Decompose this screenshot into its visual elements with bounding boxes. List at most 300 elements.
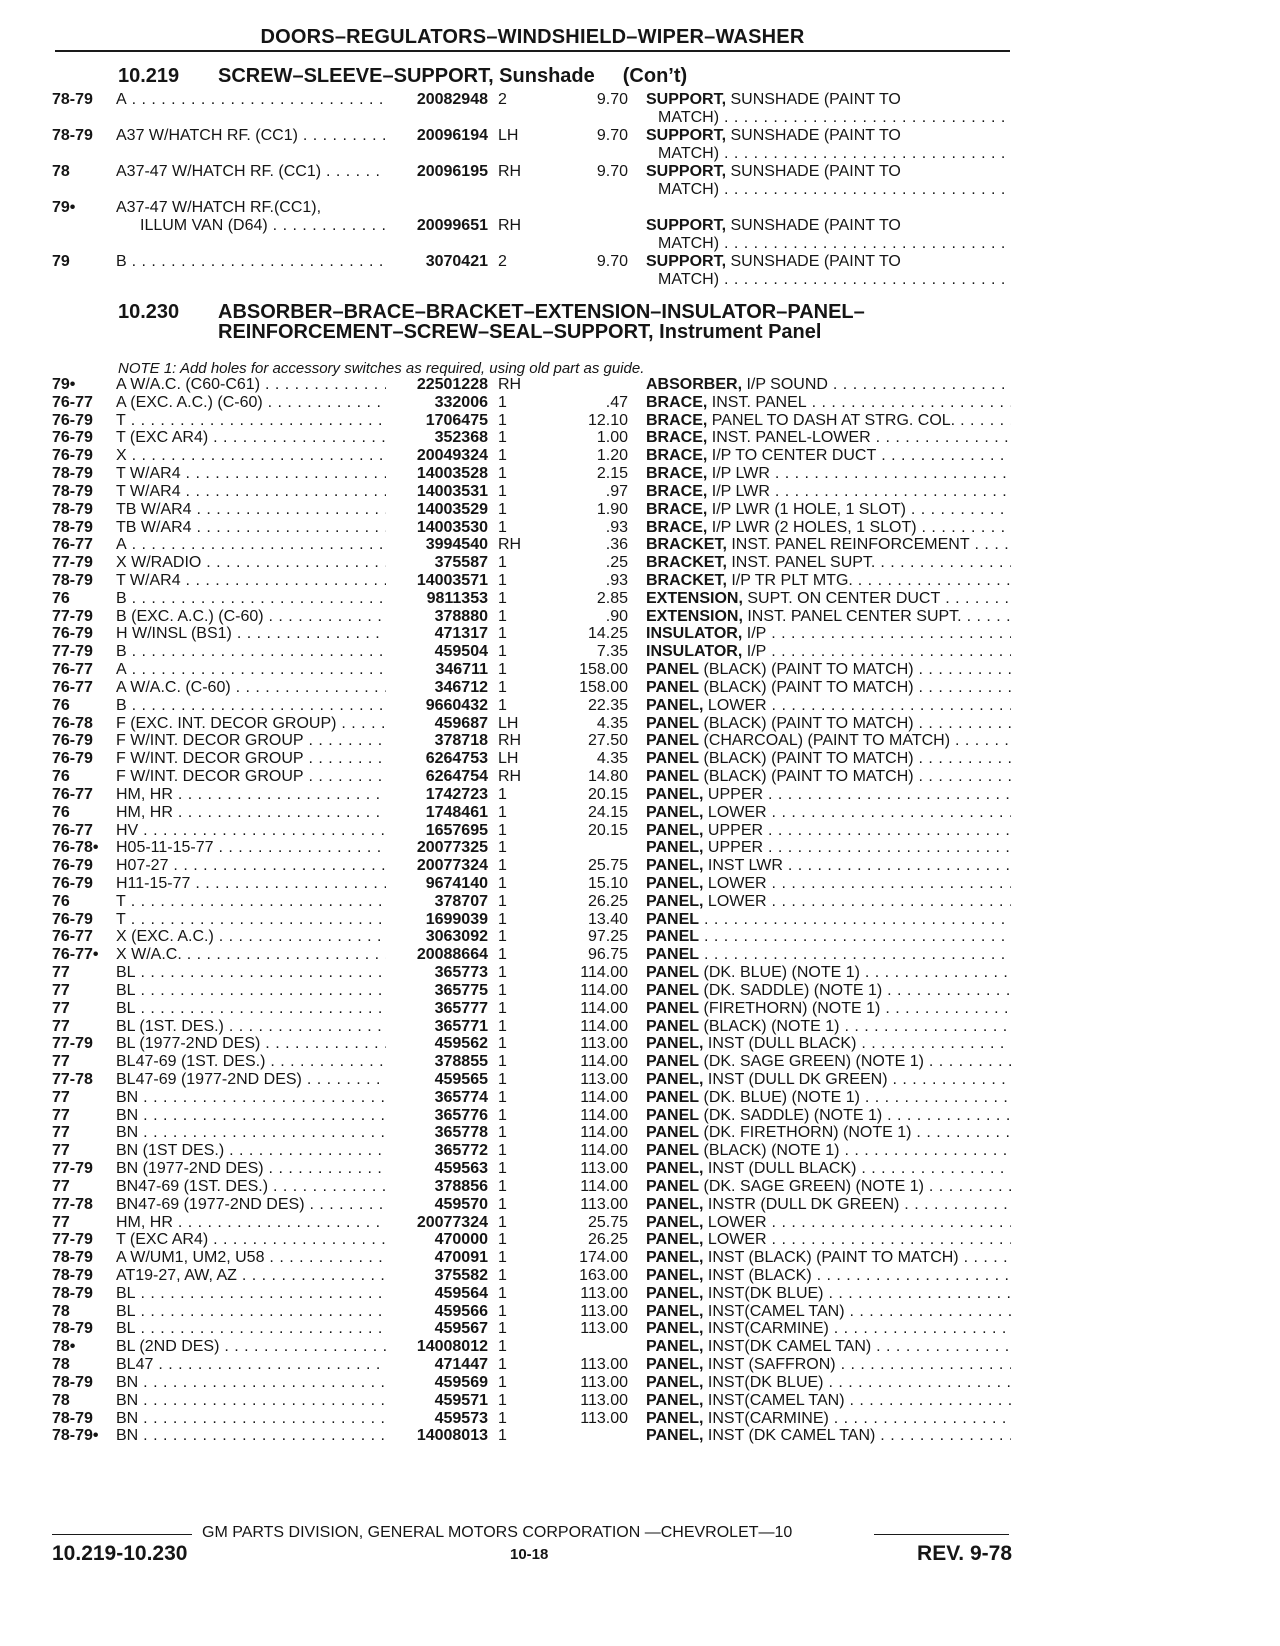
table-row-cont (0, 145, 1280, 163)
quantity: 1 (498, 1410, 507, 1427)
part-number: 20082948 (416, 91, 488, 108)
quantity: 1 (498, 1196, 507, 1213)
price: 114.00 (580, 1053, 628, 1070)
price: 113.00 (580, 1320, 628, 1337)
quantity: 1 (498, 946, 507, 963)
part-number: 14008013 (416, 1427, 488, 1444)
model-description: AT19-27, AW, AZ . . . (116, 1267, 386, 1285)
price: 4.35 (596, 750, 628, 767)
part-number: 378718 (434, 732, 488, 749)
model-year: 78-79 (52, 1285, 93, 1302)
part-description: INSULATOR, I/P . . . (646, 643, 1011, 661)
part-description: BRACE, INST. PANEL . . . (646, 394, 1011, 412)
quantity: RH (498, 163, 522, 180)
part-description: PANEL, UPPER . . . (646, 786, 1011, 804)
part-description: SUPPORT, SUNSHADE (PAINT TO (646, 217, 901, 234)
quantity: 1 (498, 1142, 507, 1159)
price: 26.25 (587, 893, 628, 910)
quantity: 1 (498, 608, 507, 625)
model-year: 77-79 (52, 608, 93, 625)
model-year: 77-78 (52, 1071, 93, 1088)
part-number: 20049324 (416, 447, 488, 464)
part-number: 1748461 (425, 804, 488, 821)
part-number: 9660432 (425, 697, 488, 714)
model-description: BL47-69 (1977-2ND DES) . . . (116, 1071, 386, 1089)
table-row (0, 661, 1280, 679)
part-description: BRACE, PANEL TO DASH AT STRG. COL. . . . (646, 412, 1011, 430)
table-row (0, 1035, 1280, 1053)
model-year: 76-77 (52, 536, 93, 553)
table-row (0, 732, 1280, 750)
model-description: BN47-69 (1ST. DES.) . . . (116, 1178, 386, 1196)
part-number: 459569 (434, 1374, 488, 1391)
part-description: PANEL, LOWER . . . (646, 875, 1011, 893)
quantity: 1 (498, 1356, 507, 1373)
quantity: 1 (498, 661, 507, 678)
part-name: PANEL, (646, 786, 704, 803)
part-description: BRACE, I/P LWR (1 HOLE, 1 SLOT) . . . (646, 501, 1011, 519)
table-row (0, 1231, 1280, 1249)
table-row (0, 1071, 1280, 1089)
price: 114.00 (580, 1018, 628, 1035)
model-description: T W/AR4 . . . (116, 572, 386, 590)
table-row (0, 1178, 1280, 1196)
model-description: HV . . . (116, 822, 386, 840)
model-description: F (EXC. INT. DECOR GROUP) . . . (116, 715, 386, 733)
model-description: A W/A.C. (C-60) . . . (116, 679, 386, 697)
table-row (0, 1410, 1280, 1428)
quantity: RH (498, 732, 522, 749)
quantity: 1 (498, 822, 507, 839)
page-header (55, 26, 1010, 52)
quantity: 1 (498, 839, 507, 856)
model-description: BN . . . (116, 1089, 386, 1107)
price: 113.00 (580, 1410, 628, 1427)
part-number: 365778 (434, 1124, 488, 1141)
part-number: 14003529 (416, 501, 488, 518)
part-name: PANEL, (646, 1160, 704, 1177)
part-number: 332006 (434, 394, 488, 411)
part-description: PANEL (DK. SAGE GREEN) (NOTE 1) . . . (646, 1053, 1011, 1071)
price: 158.00 (579, 661, 628, 678)
model-year: 78-79 (52, 465, 93, 482)
part-number: 1657695 (425, 822, 488, 839)
model-description: BN . . . (116, 1107, 386, 1125)
part-name: PANEL, (646, 875, 704, 892)
section-heading-10-219 (118, 66, 687, 86)
quantity: 1 (498, 1249, 507, 1266)
table-row (0, 750, 1280, 768)
model-year: 76-77 (52, 822, 93, 839)
price: 22.35 (587, 697, 628, 714)
quantity: 1 (498, 697, 507, 714)
model-year: 77 (52, 1178, 70, 1195)
part-number: 346711 (435, 661, 488, 678)
table-row (0, 163, 1280, 181)
table-row (0, 911, 1280, 929)
price: 14.25 (587, 625, 628, 642)
model-description: A37-47 W/HATCH RF.(CC1), (116, 199, 322, 216)
table-row (0, 376, 1280, 394)
part-name: BRACE, (646, 501, 708, 518)
part-description: PANEL (BLACK) (PAINT TO MATCH) . . . (646, 715, 1011, 733)
quantity: 1 (498, 1338, 507, 1355)
part-description (646, 911, 1011, 929)
quantity: 1 (498, 447, 507, 464)
part-number: 459562 (434, 1035, 488, 1052)
part-number: 459570 (434, 1196, 488, 1213)
part-description: PANEL (BLACK) (NOTE 1) . . . (646, 1018, 1011, 1036)
model-description: BN . . . (116, 1374, 386, 1392)
price: 114.00 (580, 1142, 628, 1159)
model-description: H11-15-77 . . . (116, 875, 386, 893)
part-number: 375587 (434, 554, 488, 571)
part-name: EXTENSION, (646, 608, 743, 625)
model-description: BL . . . (116, 1000, 386, 1018)
model-description: A37-47 W/HATCH RF. (CC1) . . . (116, 163, 386, 181)
table-row (0, 982, 1280, 1000)
part-name: INSULATOR, (646, 625, 743, 642)
part-name: PANEL, (646, 1285, 704, 1302)
part-number: 14003528 (416, 465, 488, 482)
part-name: PANEL (646, 911, 700, 928)
price: .25 (605, 554, 628, 571)
quantity: 1 (498, 429, 507, 446)
part-name: PANEL (646, 750, 700, 767)
table-row (0, 1267, 1280, 1285)
model-year: 76-79 (52, 429, 93, 446)
part-number: 3994540 (425, 536, 488, 553)
table-row (0, 804, 1280, 822)
section-continued: (Con’t) (622, 65, 688, 87)
part-name: BRACE, (646, 519, 708, 536)
section-number: 10.230 (118, 301, 180, 323)
model-description: HM, HR . . . (116, 804, 386, 822)
table-row (0, 127, 1280, 145)
model-description: X W/RADIO . . . (116, 554, 386, 572)
part-number: 459687 (434, 715, 488, 732)
quantity: 1 (498, 483, 507, 500)
part-description: PANEL, INSTR (DULL DK GREEN) . . . (646, 1196, 1011, 1214)
model-description: B . . . (116, 590, 386, 608)
part-number: 459566 (434, 1303, 488, 1320)
part-name: INSULATOR, (646, 643, 743, 660)
part-name: PANEL, (646, 1303, 704, 1320)
model-year: 79• (52, 376, 76, 393)
model-year: 76 (52, 893, 70, 910)
part-number: 378856 (434, 1178, 488, 1195)
model-description: H07-27 . . . (116, 857, 386, 875)
price: 1.20 (596, 447, 628, 464)
part-description: PANEL, LOWER . . . (646, 1214, 1011, 1232)
part-name: BRACE, (646, 465, 708, 482)
part-description: EXTENSION, SUPT. ON CENTER DUCT . . . (646, 590, 1011, 608)
part-name: PANEL, (646, 839, 704, 856)
model-description: X (EXC. A.C.) . . . (116, 928, 386, 946)
price: 113.00 (580, 1071, 628, 1088)
model-year: 76 (52, 768, 70, 785)
part-description: INSULATOR, I/P . . . (646, 625, 1011, 643)
section-number: 10.219 (118, 65, 180, 87)
section-title-line2: REINFORCEMENT–SCREW–SEAL–SUPPORT, Instrument Panel (218, 321, 822, 343)
model-year: 76-79 (52, 911, 93, 928)
part-name: PANEL, (646, 1249, 704, 1266)
quantity: 1 (498, 643, 507, 660)
part-name: PANEL, (646, 1267, 704, 1284)
part-name: PANEL, (646, 1231, 704, 1248)
price: 114.00 (580, 1124, 628, 1141)
part-description (646, 946, 1011, 964)
price: 2.15 (596, 465, 628, 482)
model-year: 78 (52, 163, 70, 180)
part-description: PANEL (BLACK) (PAINT TO MATCH) . . . (646, 768, 1011, 786)
part-name: BRACE, (646, 412, 708, 429)
part-description: PANEL (DK. SAGE GREEN) (NOTE 1) . . . (646, 1178, 1011, 1196)
part-name: PANEL, (646, 1035, 704, 1052)
model-year: 76-79 (52, 625, 93, 642)
part-number: 365777 (434, 1000, 488, 1017)
model-year: 78 (52, 1356, 70, 1373)
model-year: 77 (52, 1214, 70, 1231)
part-name: BRACE, (646, 483, 708, 500)
price: 96.75 (587, 946, 628, 963)
model-description: T (EXC AR4) . . . (116, 1231, 386, 1249)
part-description: BRACE, I/P LWR . . . (646, 465, 1011, 483)
part-description: PANEL, INST(DK BLUE) . . . (646, 1374, 1011, 1392)
part-number: 365772 (434, 1142, 488, 1159)
part-number: 365774 (434, 1089, 488, 1106)
model-year: 78• (52, 1338, 76, 1355)
table-row (0, 875, 1280, 893)
model-description: BN . . . (116, 1410, 386, 1428)
quantity: RH (498, 217, 522, 234)
part-name: PANEL, (646, 1071, 704, 1088)
part-name: BRACE, (646, 447, 708, 464)
model-year: 79• (52, 199, 76, 216)
part-name: ABSORBER, (646, 376, 743, 393)
price: 20.15 (587, 786, 628, 803)
table-row (0, 1089, 1280, 1107)
model-description: T W/AR4 . . . (116, 483, 386, 501)
model-description: HM, HR . . . (116, 1214, 386, 1232)
model-year: 77-79 (52, 554, 93, 571)
quantity: 1 (498, 519, 507, 536)
part-number: 1699039 (425, 911, 488, 928)
part-name: PANEL (646, 1178, 700, 1195)
table-row (0, 1053, 1280, 1071)
price: 27.50 (587, 732, 628, 749)
part-name: PANEL, (646, 697, 704, 714)
part-description: PANEL, INST (BLACK) (PAINT TO MATCH) . . . (646, 1249, 1011, 1267)
part-description: PANEL, INST(DK CAMEL TAN) . . . (646, 1338, 1011, 1356)
model-year: 76-79 (52, 875, 93, 892)
part-number: 20096195 (416, 163, 488, 180)
model-description: T (EXC AR4) . . . (116, 429, 386, 447)
quantity: 1 (498, 1320, 507, 1337)
table-row (0, 554, 1280, 572)
price: 113.00 (580, 1285, 628, 1302)
part-description: PANEL (FIRETHORN) (NOTE 1) . . . (646, 1000, 1011, 1018)
part-name: PANEL (646, 964, 700, 981)
model-description: BN . . . (116, 1427, 386, 1445)
part-number: 6264753 (425, 750, 488, 767)
part-name: PANEL, (646, 1427, 704, 1444)
part-number: 459504 (434, 643, 488, 660)
quantity: 1 (498, 1303, 507, 1320)
model-description: B . . . (116, 643, 386, 661)
table-row (0, 1018, 1280, 1036)
model-description: B . . . (116, 253, 386, 271)
part-name: PANEL (646, 1000, 700, 1017)
table-row (0, 715, 1280, 733)
model-description: F W/INT. DECOR GROUP . . . (116, 732, 386, 750)
price: 114.00 (580, 1089, 628, 1106)
table-row (0, 394, 1280, 412)
model-description: TB W/AR4 . . . (116, 501, 386, 519)
quantity: 2 (498, 253, 507, 270)
quantity: 1 (498, 1285, 507, 1302)
table-row (0, 1196, 1280, 1214)
table-row (0, 1320, 1280, 1338)
price: 113.00 (580, 1035, 628, 1052)
part-description: BRACE, I/P LWR . . . (646, 483, 1011, 501)
table-row (0, 1374, 1280, 1392)
model-year: 76-77 (52, 679, 93, 696)
model-year: 77 (52, 1000, 70, 1017)
table-row (0, 91, 1280, 109)
table-row (0, 1142, 1280, 1160)
part-name: PANEL (646, 1018, 700, 1035)
part-description: BRACKET, INST. PANEL SUPT. . . . (646, 554, 1011, 572)
part-description: PANEL (BLACK) (PAINT TO MATCH) . . . (646, 679, 1011, 697)
part-number: 471317 (434, 625, 488, 642)
part-description: PANEL (BLACK) (PAINT TO MATCH) . . . (646, 661, 1011, 679)
table-row-cont (0, 235, 1280, 253)
price: 9.70 (596, 127, 628, 144)
quantity: 1 (498, 1053, 507, 1070)
part-number: 459567 (434, 1320, 488, 1337)
price: 114.00 (580, 1107, 628, 1124)
table-row (0, 572, 1280, 590)
part-name: PANEL (646, 928, 700, 945)
table-row (0, 786, 1280, 804)
table-row (0, 857, 1280, 875)
quantity: 1 (498, 465, 507, 482)
section-note: NOTE 1: Add holes for accessory switches as required, using old part as guide. (118, 360, 645, 377)
part-number: 20096194 (416, 127, 488, 144)
table-row (0, 946, 1280, 964)
table-row (0, 536, 1280, 554)
part-number: 459571 (434, 1392, 488, 1409)
quantity: 1 (498, 1267, 507, 1284)
section-title: SCREW–SLEEVE–SUPPORT, Sunshade (218, 65, 595, 87)
price: 4.35 (596, 715, 628, 732)
model-description: BL . . . (116, 1320, 386, 1338)
part-description: PANEL, INST(DK BLUE) . . . (646, 1285, 1011, 1303)
price: 114.00 (580, 1178, 628, 1195)
price: 158.00 (579, 679, 628, 696)
model-year: 77-78 (52, 1196, 93, 1213)
part-description-cont: MATCH) . . . (646, 145, 1011, 163)
quantity: 1 (498, 412, 507, 429)
model-description: BN (1ST DES.) . . . (116, 1142, 386, 1160)
part-name: PANEL, (646, 1338, 704, 1355)
table-row (0, 429, 1280, 447)
part-description: PANEL, LOWER . . . (646, 697, 1011, 715)
price: .93 (605, 519, 628, 536)
part-name: PANEL (646, 679, 700, 696)
table-row (0, 1107, 1280, 1125)
model-description: A . . . (116, 536, 386, 554)
part-number: 378880 (434, 608, 488, 625)
quantity: 1 (498, 911, 507, 928)
model-year: 78 (52, 1303, 70, 1320)
part-number: 470091 (434, 1249, 488, 1266)
footer-rule-right (874, 1534, 1009, 1535)
model-description: A . . . (116, 91, 386, 109)
part-name: PANEL, (646, 1320, 704, 1337)
model-year: 76 (52, 804, 70, 821)
model-year: 77-79 (52, 1160, 93, 1177)
part-description: EXTENSION, INST. PANEL CENTER SUPT. . . . (646, 608, 1011, 626)
table-row (0, 501, 1280, 519)
part-description: PANEL, INST (SAFFRON) . . . (646, 1356, 1011, 1374)
part-name: PANEL (646, 982, 700, 999)
quantity: 1 (498, 857, 507, 874)
part-number: 365773 (434, 964, 488, 981)
part-description: PANEL (DK. BLUE) (NOTE 1) . . . (646, 964, 1011, 982)
model-description: TB W/AR4 . . . (116, 519, 386, 537)
part-description: PANEL, INST(CARMINE) . . . (646, 1410, 1011, 1428)
quantity: 1 (498, 572, 507, 589)
quantity: LH (498, 715, 519, 732)
part-number: 1742723 (425, 786, 488, 803)
part-name: PANEL (646, 1107, 700, 1124)
table-row (0, 465, 1280, 483)
model-description: F W/INT. DECOR GROUP . . . (116, 750, 386, 768)
model-year: 79 (52, 253, 70, 270)
model-year: 78-79 (52, 1267, 93, 1284)
quantity: 1 (498, 928, 507, 945)
quantity: 1 (498, 1018, 507, 1035)
table-row (0, 1214, 1280, 1232)
part-name: PANEL (646, 732, 700, 749)
part-name: BRACKET, (646, 554, 727, 571)
quantity: 1 (498, 554, 507, 571)
price: 15.10 (587, 875, 628, 892)
part-name: PANEL (646, 1142, 700, 1159)
part-description: PANEL, LOWER . . . (646, 1231, 1011, 1249)
table-row (0, 768, 1280, 786)
part-description: SUPPORT, SUNSHADE (PAINT TO (646, 253, 901, 270)
table-row (0, 1000, 1280, 1018)
quantity: 1 (498, 1089, 507, 1106)
model-year: 76-78 (52, 715, 93, 732)
quantity: 1 (498, 804, 507, 821)
table-row (0, 199, 1280, 217)
model-description: H W/INSL (BS1) . . . (116, 625, 386, 643)
part-number: 14008012 (416, 1338, 488, 1355)
part-name: PANEL, (646, 804, 704, 821)
model-year: 76-77• (52, 946, 99, 963)
model-description: B (EXC. A.C.) (C-60) . . . (116, 608, 386, 626)
price: 1.00 (596, 429, 628, 446)
part-name: PANEL, (646, 822, 704, 839)
model-description: T . . . (116, 412, 386, 430)
price: 9.70 (596, 163, 628, 180)
footer-section-range: 10.219-10.230 (52, 1542, 188, 1565)
part-description-cont: MATCH) . . . (646, 109, 1011, 127)
